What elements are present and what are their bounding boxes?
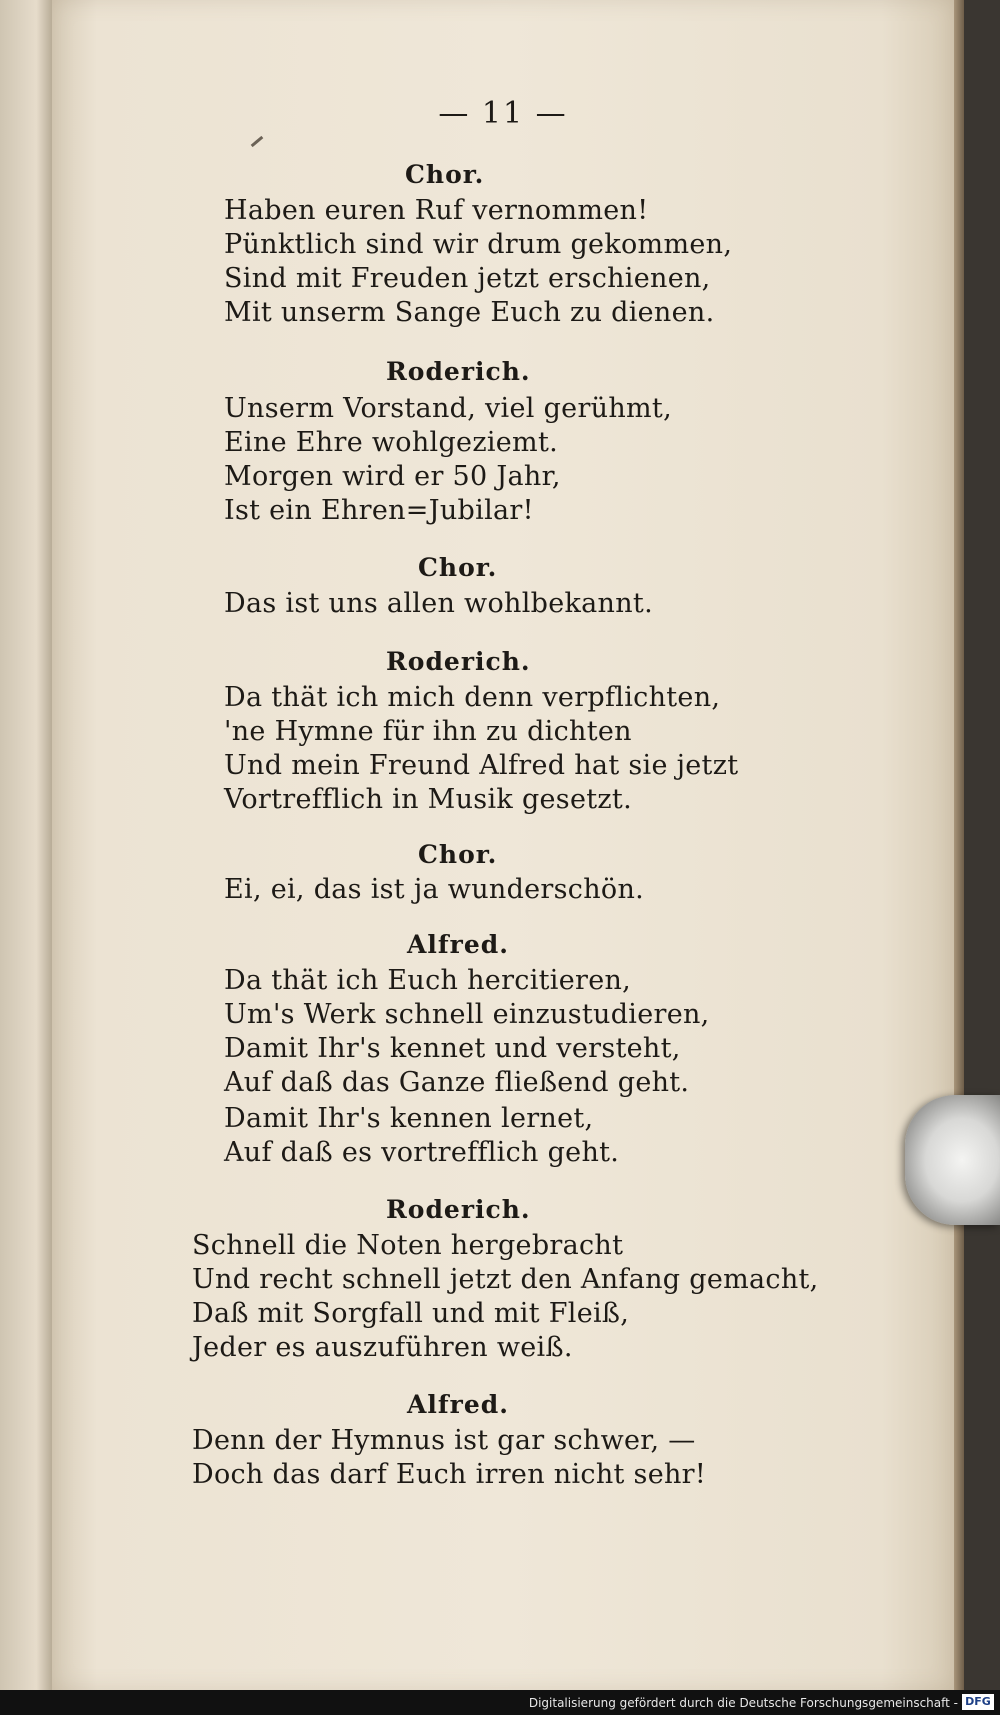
speaker-heading: Chor. (418, 553, 498, 582)
verse-line: 'ne Hymne für ihn zu dichten (224, 716, 632, 747)
verse-line: Damit Ihr's kennet und versteht, (224, 1033, 681, 1064)
verse-line: Unserm Vorstand, viel gerühmt, (224, 393, 672, 424)
verse-line: Mit unserm Sange Euch zu dienen. (224, 297, 715, 328)
page-content (52, 0, 954, 1690)
verse-line: Und recht schnell jetzt den Anfang gemacht, (192, 1264, 819, 1295)
speaker-heading: Chor. (405, 160, 485, 189)
verse-line: Sind mit Freuden jetzt erschienen, (224, 263, 711, 294)
page-number: — 11 — (438, 96, 568, 131)
verse-line: Doch das darf Euch irren nicht sehr! (192, 1459, 707, 1490)
verse-line: Ist ein Ehren=Jubilar! (224, 495, 534, 526)
verse-line: Daß mit Sorgfall und mit Fleiß, (192, 1298, 630, 1329)
verse-line: Ei, ei, das ist ja wunderschön. (224, 874, 645, 905)
dfg-logo: DFG (962, 1694, 994, 1710)
verse-line: Das ist uns allen wohlbekannt. (224, 588, 653, 619)
page-block-edge (954, 0, 964, 1690)
speaker-heading: Roderich. (386, 357, 531, 386)
verse-line: Schnell die Noten hergebracht (192, 1230, 624, 1261)
pencil-mark (251, 136, 264, 147)
speaker-heading: Roderich. (386, 647, 531, 676)
verse-line: Morgen wird er 50 Jahr, (224, 461, 561, 492)
verse-line: Auf daß das Ganze fließend geht. (224, 1067, 690, 1098)
speaker-heading: Roderich. (386, 1195, 531, 1224)
verse-line: Da thät ich mich denn verpflichten, (224, 682, 721, 713)
verse-line: Jeder es auszuführen weiß. (192, 1332, 573, 1363)
speaker-heading: Alfred. (407, 1390, 509, 1419)
speaker-heading: Alfred. (407, 930, 509, 959)
verse-line: Denn der Hymnus ist gar schwer, — (192, 1425, 696, 1456)
verse-line: Da thät ich Euch hercitieren, (224, 965, 632, 996)
verse-line: Pünktlich sind wir drum gekommen, (224, 229, 733, 260)
verse-line: Vortrefflich in Musik gesetzt. (224, 784, 632, 815)
digitization-footer (0, 1690, 1000, 1715)
facing-page-edge (0, 0, 52, 1690)
verse-line: Damit Ihr's kennen lernet, (224, 1103, 594, 1134)
verse-line: Eine Ehre wohlgeziemt. (224, 427, 558, 458)
verse-line: Um's Werk schnell einzustudieren, (224, 999, 710, 1030)
verse-line: Auf daß es vortrefflich geht. (224, 1137, 620, 1168)
footer-text: Digitalisierung gefördert durch die Deutsche Forschungsgemeinschaft - (528, 1696, 958, 1710)
verse-line: Und mein Freund Alfred hat sie jetzt (224, 750, 739, 781)
speaker-heading: Chor. (418, 840, 498, 869)
verse-line: Haben euren Ruf vernommen! (224, 195, 649, 226)
